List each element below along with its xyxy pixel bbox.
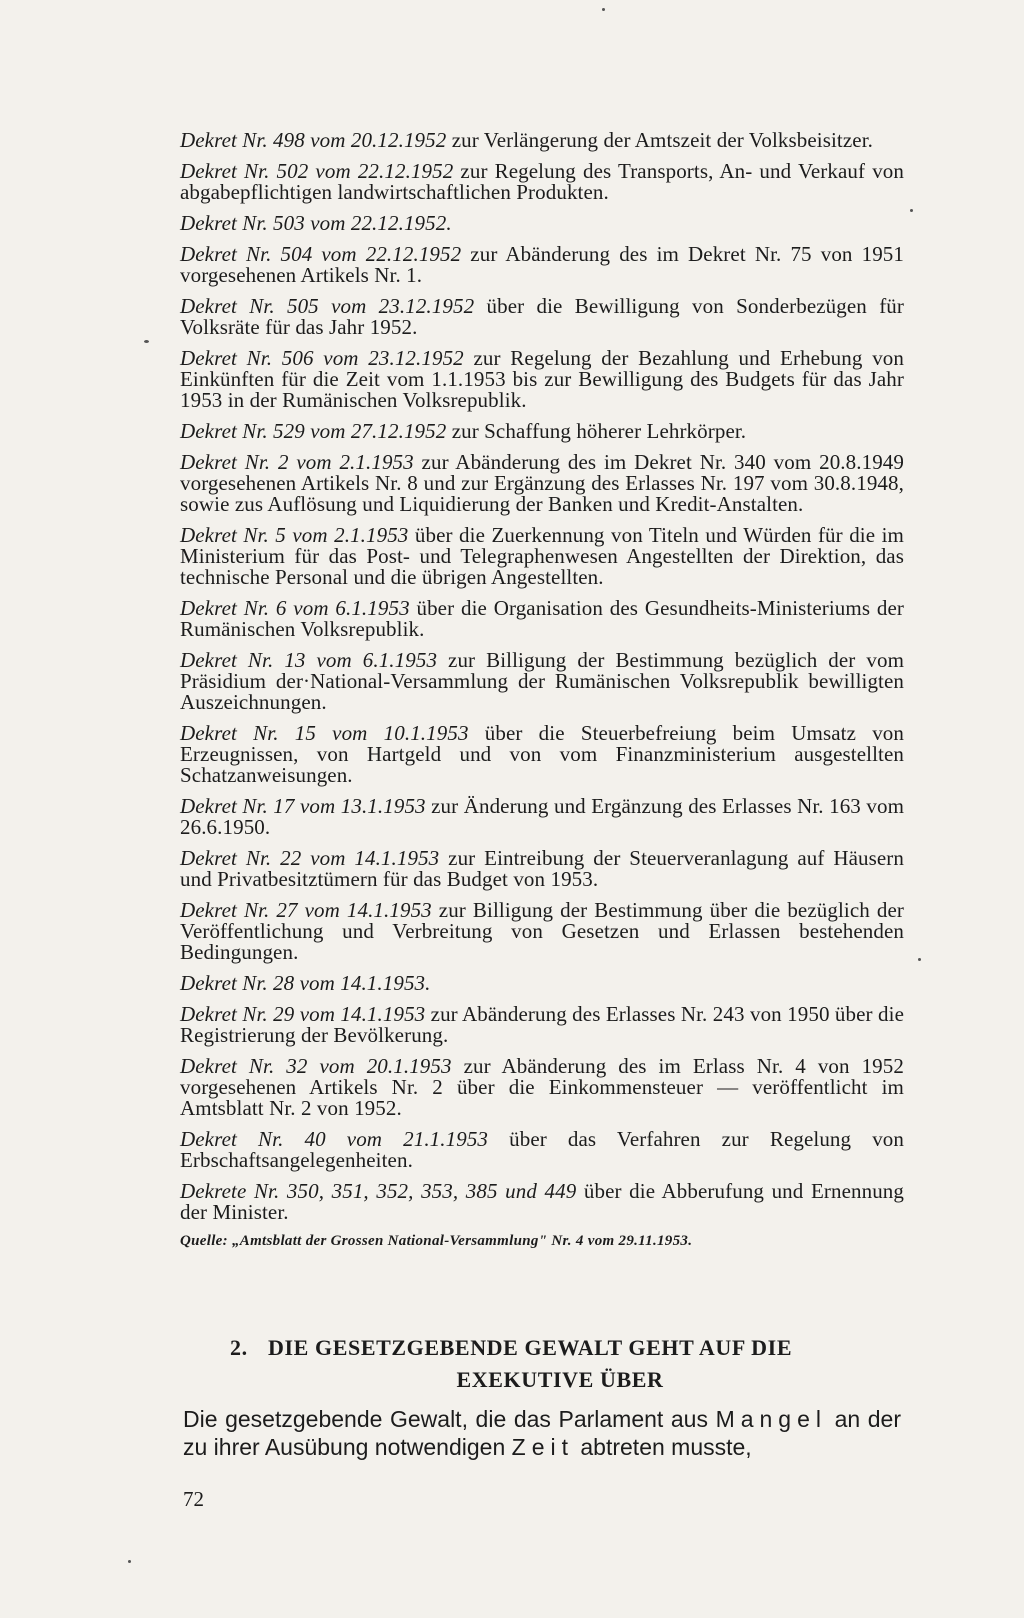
decree-description: zur Abänderung des im Dekret Nr. 340 vom 20.8.1949 vorgesehenen Artikels Nr. 8 und zur Ergänzung des Erlasses Nr. 197 vom 30.8.1948, sowie zus Auflösung und Liquidierung der Banken und Kredit-Anstalten. <box>180 450 904 516</box>
decree-entry <box>180 421 904 442</box>
decree-entry <box>180 348 904 411</box>
decree-reference: Dekret Nr. 502 vom 22.12.1952 <box>180 159 454 183</box>
decree-reference: Dekret Nr. 2 vom 2.1.1953 <box>180 450 414 474</box>
decree-entry <box>180 1056 904 1119</box>
source-note: Quelle: „Amtsblatt der Grossen National-Versammlung" Nr. 4 vom 29.11.1953. <box>180 1233 693 1249</box>
decree-description: über die Abberufung und Ernennung der Minister. <box>180 1179 904 1224</box>
paper-speck <box>144 340 149 343</box>
paper-speck <box>128 1560 131 1563</box>
section-title-line-1: DIE GESETZGEBENDE GEWALT GEHT AUF DIE <box>268 1335 793 1360</box>
decree-entry <box>180 796 904 838</box>
decree-reference: Dekret Nr. 529 vom 27.12.1952 <box>180 419 447 443</box>
decree-description: zur Änderung und Ergänzung des Erlasses Nr. 163 vom 26.6.1950. <box>180 794 904 839</box>
decree-description: zur Abänderung des Erlasses Nr. 243 von 1950 über die Registrierung der Bevölkerung. <box>180 1002 904 1047</box>
decree-description: über die Steuerbefreiung beim Umsatz von Erzeugnissen, von Hartgeld und von vom Finanzministerium ausgestellten Schatzanweisungen. <box>180 721 904 787</box>
decree-description: über die Zuerkennung von Titeln und Würden für die im Ministerium für das Post- und Telegraphenwesen Angestellten der Direktion, das technische Personal und die übrigen Angestellten. <box>180 523 904 589</box>
decree-reference: Dekret Nr. 505 vom 23.12.1952 <box>180 294 475 318</box>
decree-description: zur Abänderung des im Erlass Nr. 4 von 1952 vorgesehenen Artikels Nr. 2 über die Einkommensteuer — veröffentlicht im Amtsblatt Nr. 2 von 1952. <box>180 1054 904 1120</box>
decree-description: zur Abänderung des im Dekret Nr. 75 von 1951 vorgesehenen Artikels Nr. 1. <box>180 242 904 287</box>
decree-reference: Dekret Nr. 13 vom 6.1.1953 <box>180 648 438 672</box>
paper-speck <box>918 958 921 961</box>
decree-entry <box>180 1181 904 1223</box>
paper-speck <box>910 209 913 212</box>
decree-description: zur Verlängerung der Amtszeit der Volksbeisitzer. <box>446 128 873 152</box>
decree-description: zur Regelung der Bezahlung und Erhebung von Einkünften für die Zeit vom 1.1.1953 bis zur Bewilligung des Budgets für das Jahr 1953 in der Rumänischen Volksrepublik. <box>180 346 904 412</box>
decree-reference: Dekrete Nr. 350, 351, 352, 353, 385 und 449 <box>180 1179 577 1203</box>
decree-entry <box>180 973 904 994</box>
decree-reference: Dekret Nr. 503 vom 22.12.1952. <box>180 211 452 235</box>
decree-description: über die Organisation des Gesundheits-Ministeriums der Rumänischen Volksrepublik. <box>180 596 904 641</box>
decree-reference: Dekret Nr. 498 vom 20.12.1952 <box>180 128 447 152</box>
decree-entry <box>180 650 904 713</box>
decree-description: zur Billigung der Bestimmung bezüglich der vom Präsidium der·National-Versammlung der Rumänischen Volksrepublik bewilligten Auszeichnungen. <box>180 648 904 714</box>
decree-reference: Dekret Nr. 29 vom 14.1.1953 <box>180 1002 426 1026</box>
decree-reference: Dekret Nr. 17 vom 13.1.1953 <box>180 794 426 818</box>
decree-reference: Dekret Nr. 504 vom 22.12.1952 <box>180 242 462 266</box>
decree-reference: Dekret Nr. 5 vom 2.1.1953 <box>180 523 409 547</box>
decree-entry <box>180 452 904 515</box>
decree-entry <box>180 723 904 786</box>
body-text-part: an der zu ihrer Ausübung notwendigen <box>183 1406 901 1460</box>
decree-reference: Dekret Nr. 28 vom 14.1.1953. <box>180 971 431 995</box>
body-emphasis: Zeit <box>511 1434 574 1460</box>
section-heading <box>230 1332 870 1396</box>
decree-reference: Dekret Nr. 6 vom 6.1.1953 <box>180 596 410 620</box>
decree-entry <box>180 598 904 640</box>
body-paragraph <box>183 1405 901 1461</box>
decree-description: zur Regelung des Transports, An- und Verkauf von abgabepflichtigen landwirtschaftlichen Produkten. <box>180 159 904 204</box>
body-emphasis: Mangel <box>715 1406 827 1432</box>
decree-entry <box>180 848 904 890</box>
decree-reference: Dekret Nr. 22 vom 14.1.1953 <box>180 846 440 870</box>
decree-reference: Dekret Nr. 15 vom 10.1.1953 <box>180 721 469 745</box>
decree-entry <box>180 244 904 286</box>
decree-description: zur Eintreibung der Steuerveranlagung auf Häusern und Privatbesitztümern für das Budget von 1953. <box>180 846 904 891</box>
body-text-part: abtreten musste, <box>573 1434 752 1460</box>
paper-speck <box>602 8 605 11</box>
page-number: 72 <box>183 1487 204 1511</box>
decree-description: über die Bewilligung von Sonderbezügen für Volksräte für das Jahr 1952. <box>180 294 904 339</box>
decree-description: über das Verfahren zur Regelung von Erbschaftsangelegenheiten. <box>180 1127 904 1172</box>
decree-description: zur Schaffung höherer Lehrkörper. <box>446 419 747 443</box>
decree-entry <box>180 161 904 203</box>
decree-entry <box>180 213 904 234</box>
body-text-part: Die gesetzgebende Gewalt, die das Parlament aus <box>183 1406 716 1432</box>
decree-entry <box>180 900 904 963</box>
decree-entry <box>180 1129 904 1171</box>
section-title-line-2: EXEKUTIVE ÜBER <box>456 1367 664 1392</box>
decree-list <box>180 130 904 1250</box>
section-number: 2. <box>230 1335 248 1360</box>
decree-description: zur Billigung der Bestimmung über die bezüglich der Veröffentlichung und Verbreitung von Gesetzen und Erlassen bestehenden Bedingungen. <box>180 898 904 964</box>
decree-reference: Dekret Nr. 27 vom 14.1.1953 <box>180 898 432 922</box>
decree-entry <box>180 130 904 151</box>
decree-entry <box>180 1004 904 1046</box>
decree-entry <box>180 296 904 338</box>
decree-reference: Dekret Nr. 506 vom 23.12.1952 <box>180 346 464 370</box>
decree-entry <box>180 525 904 588</box>
decree-reference: Dekret Nr. 32 vom 20.1.1953 <box>180 1054 452 1078</box>
decree-reference: Dekret Nr. 40 vom 21.1.1953 <box>180 1127 489 1151</box>
